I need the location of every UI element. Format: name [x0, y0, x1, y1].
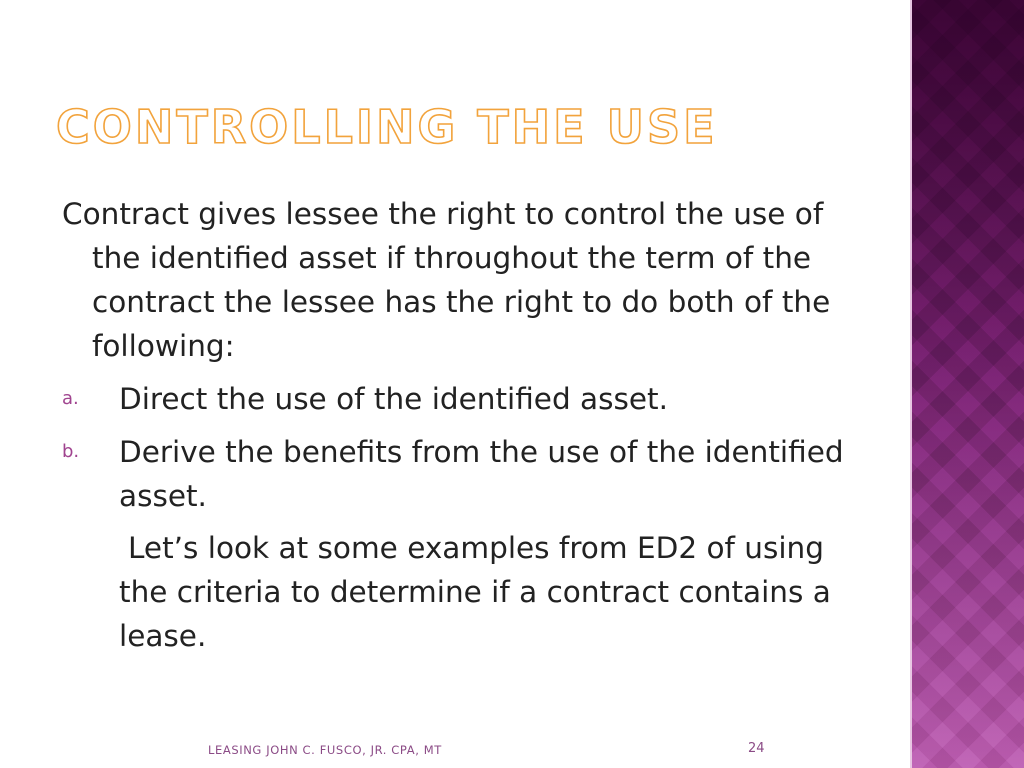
list-item-b — [62, 430, 862, 518]
list-marker-b: b. — [62, 441, 80, 462]
list-item-a-text: Direct the use of the identified asset. — [119, 382, 668, 416]
list-item-a — [62, 377, 862, 421]
slide-title: CONTROLLING THE USE — [56, 100, 718, 154]
intro-paragraph: Contract gives lessee the right to control the use of the identified asset if throughout the term of the contract the lessee has the right to do both of the following: — [62, 197, 831, 363]
slide-footer: LEASING JOHN C. FUSCO, JR. CPA, MT — [208, 743, 442, 757]
list-marker-a: a. — [62, 388, 79, 409]
list-item-b-text: Derive the benefits from the use of the identified asset. — [119, 435, 844, 513]
examples-note: Let’s look at some examples from ED2 of using the criteria to determine if a contract contains a lease. — [119, 531, 831, 653]
slide-body — [62, 192, 862, 658]
decorative-side-band — [912, 0, 1024, 768]
page-number: 24 — [748, 741, 765, 756]
